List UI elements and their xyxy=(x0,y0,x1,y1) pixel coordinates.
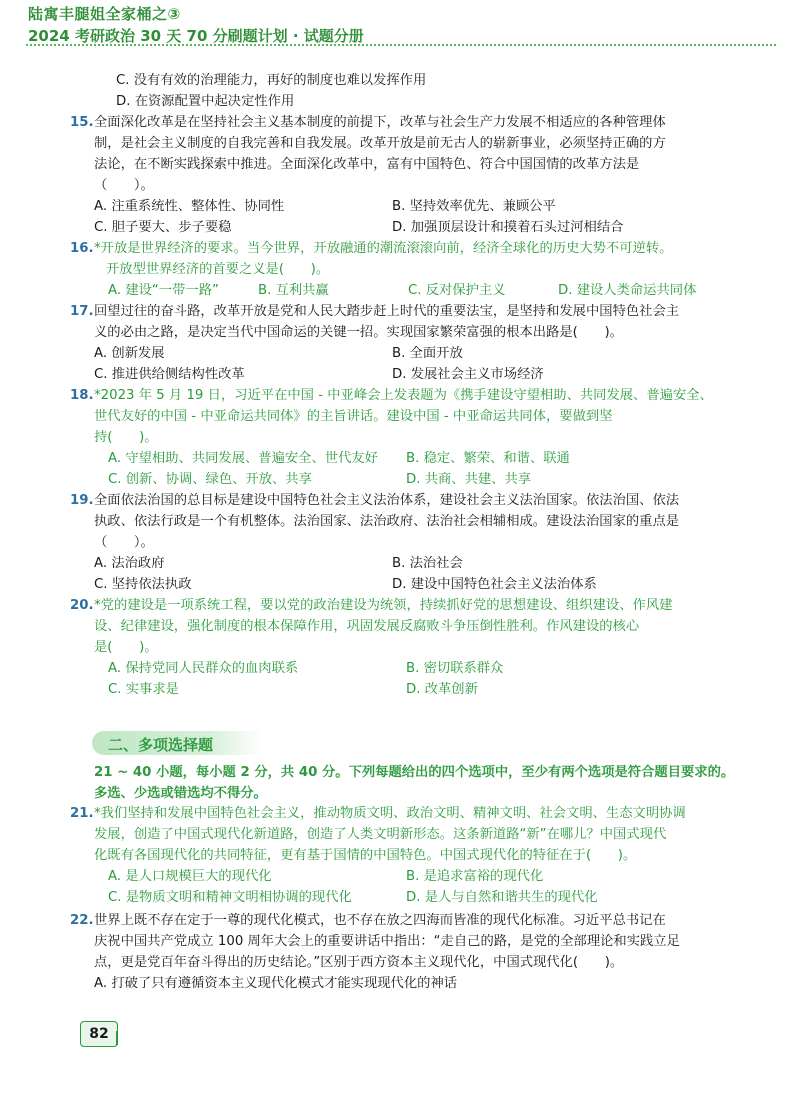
stem-line: *开放是世界经济的要求。当今世界，开放融通的潮流滚滚向前，经济全球化的历史大势不可逆转。 xyxy=(94,241,673,256)
option-c: C. 是物质文明和精神文明相协调的现代化 xyxy=(108,890,352,905)
stem-line: 执政、依法行政是一个有机整体。法治国家、法治政府、法治社会相辅相成。建设法治国家的重点是 xyxy=(94,514,680,529)
stem-line: 是( )。 xyxy=(94,640,158,655)
stem-line: （ ）。 xyxy=(94,178,154,193)
option-a: A. 建设“一带一路” xyxy=(108,283,219,298)
stem-line: 回望过往的奋斗路，改革开放是党和人民大踏步赶上时代的重要法宝，是坚持和发展中国特色社会主 xyxy=(94,304,680,319)
section-title-text: 二、多项选择题 xyxy=(108,736,214,754)
option-d: D. 发展社会主义市场经济 xyxy=(392,367,544,382)
question-number: 21. xyxy=(70,806,94,821)
single-choice-continued xyxy=(70,70,734,700)
option-c: C. 反对保护主义 xyxy=(408,283,506,298)
question-number: 17. xyxy=(70,304,94,319)
option-b: B. 全面开放 xyxy=(392,346,463,361)
page-number: 82 xyxy=(80,1021,118,1047)
q14-option-d: D. 在资源配置中起决定性作用 xyxy=(116,94,295,109)
stem-line: 点，更是党百年奋斗得出的历史结论。”区别于西方资本主义现代化，中国式现代化( )。 xyxy=(94,955,624,970)
question-number: 22. xyxy=(70,913,94,928)
series-title: 陆寓丰腿姐全家桶之③ xyxy=(28,5,181,23)
option-c: C. 实事求是 xyxy=(108,682,179,697)
running-header xyxy=(28,4,364,46)
question-number: 19. xyxy=(70,493,94,508)
option-b: B. 坚持效率优先、兼顾公平 xyxy=(392,199,556,214)
stem-line: 发展，创造了中国式现代化新道路，创造了人类文明新形态。这条新道路“新”在哪儿？中国式现代 xyxy=(94,827,667,842)
question-20 xyxy=(70,595,734,700)
stem-line: （ ）。 xyxy=(94,535,154,550)
option-a: A. 是人口规模巨大的现代化 xyxy=(108,869,272,884)
option-d: D. 是人与自然和谐共生的现代化 xyxy=(406,890,598,905)
question-22 xyxy=(70,910,734,994)
option-d: D. 加强顶层设计和摸着石头过河相结合 xyxy=(392,220,624,235)
option-a: A. 注重系统性、整体性、协同性 xyxy=(94,199,285,214)
option-d: D. 建设中国特色社会主义法治体系 xyxy=(392,577,597,592)
q14-option-c: C. 没有有效的治理能力，再好的制度也难以发挥作用 xyxy=(116,73,427,88)
question-16 xyxy=(70,238,734,301)
option-a: A. 守望相助、共同发展、普遍安全、世代友好 xyxy=(108,451,378,466)
option-d: D. 建设人类命运共同体 xyxy=(558,283,697,298)
stem-line: 全面深化改革是在坚持社会主义基本制度的前提下，改革与社会生产力发展不相适应的各种管理体 xyxy=(94,115,666,130)
stem-line: 全面依法治国的总目标是建设中国特色社会主义法治体系，建设社会主义法治国家。依法治国、依法 xyxy=(94,493,680,508)
stem-line: *2023 年 5 月 19 日，习近平在中国 - 中亚峰会上发表题为《携手建设守望相助、共同发展、普遍安全、 xyxy=(94,388,713,403)
option-b: B. 互利共赢 xyxy=(258,283,329,298)
option-b: B. 稳定、繁荣、和谐、联通 xyxy=(406,451,570,466)
question-21 xyxy=(70,803,734,908)
instruction-line: 多选、少选或错选均不得分。 xyxy=(94,786,267,801)
option-d: D. 共商、共建、共享 xyxy=(406,472,532,487)
option-a: A. 保持党同人民群众的血肉联系 xyxy=(108,661,299,676)
option-c: C. 坚持依法执政 xyxy=(94,577,192,592)
stem-line: 法论，在不断实践探索中推进。全面深化改革中，富有中国特色、符合中国国情的改革方法是 xyxy=(94,157,640,172)
option-c: C. 创新、协调、绿色、开放、共享 xyxy=(108,472,312,487)
stem-line: 持( )。 xyxy=(94,430,158,445)
option-a: A. 创新发展 xyxy=(94,346,165,361)
question-number: 20. xyxy=(70,598,94,613)
question-18 xyxy=(70,385,734,490)
stem-line: 义的必由之路，是决定当代中国命运的关键一招。实现国家繁荣富强的根本出路是( )。 xyxy=(94,325,623,340)
question-number: 15. xyxy=(70,115,94,130)
section-title-multiple-choice xyxy=(92,731,262,755)
header-divider xyxy=(26,44,776,46)
option-a: A. 法治政府 xyxy=(94,556,165,571)
stem-line: 化既有各国现代化的共同特征，更有基于国情的中国特色。中国式现代化的特征在于( )。 xyxy=(94,848,637,863)
instruction-line: 21 ~ 40 小题，每小题 2 分，共 40 分。下列每题给出的四个选项中，至少有两个选项是符合题目要求的。 xyxy=(94,765,735,780)
option-b: B. 密切联系群众 xyxy=(406,661,504,676)
option-a: A. 打破了只有遵循资本主义现代化模式才能实现现代化的神话 xyxy=(94,976,458,991)
section-instructions xyxy=(94,762,744,804)
page-number-accent xyxy=(116,1031,128,1045)
stem-line: 开放型世界经济的首要之义是( )。 xyxy=(106,262,330,277)
option-b: B. 法治社会 xyxy=(392,556,463,571)
stem-line: 世代友好的中国 - 中亚命运共同体》的主旨讲话。建设中国 - 中亚命运共同体，要做到坚 xyxy=(94,409,613,424)
stem-line: 设、纪律建设，强化制度的根本保障作用，巩固发展反腐败斗争压倒性胜利。作风建设的核心 xyxy=(94,619,640,634)
question-15 xyxy=(70,112,734,238)
stem-line: 制，是社会主义制度的自我完善和自我发展。改革开放是前无古人的崭新事业，必须坚持正确的方 xyxy=(94,136,666,151)
option-c: C. 胆子要大、步子要稳 xyxy=(94,220,232,235)
question-19 xyxy=(70,490,734,595)
stem-line: *党的建设是一项系统工程，要以党的政治建设为统领，持续抓好党的思想建设、组织建设、作风建 xyxy=(94,598,673,613)
option-c: C. 推进供给侧结构性改革 xyxy=(94,367,245,382)
stem-line: *我们坚持和发展中国特色社会主义，推动物质文明、政治文明、精神文明、社会文明、生态文明协调 xyxy=(94,806,686,821)
stem-line: 庆祝中国共产党成立 100 周年大会上的重要讲话中指出：“走自己的路，是党的全部理论和实践立足 xyxy=(94,934,680,949)
question-number: 18. xyxy=(70,388,94,403)
option-d: D. 改革创新 xyxy=(406,682,478,697)
book-title: 2024 考研政治 30 天 70 分刷题计划 · 试题分册 xyxy=(28,27,364,45)
stem-line: 世界上既不存在定于一尊的现代化模式，也不存在放之四海而皆准的现代化标准。习近平总书记在 xyxy=(94,913,666,928)
option-b: B. 是追求富裕的现代化 xyxy=(406,869,544,884)
question-17 xyxy=(70,301,734,385)
question-number: 16. xyxy=(70,241,94,256)
